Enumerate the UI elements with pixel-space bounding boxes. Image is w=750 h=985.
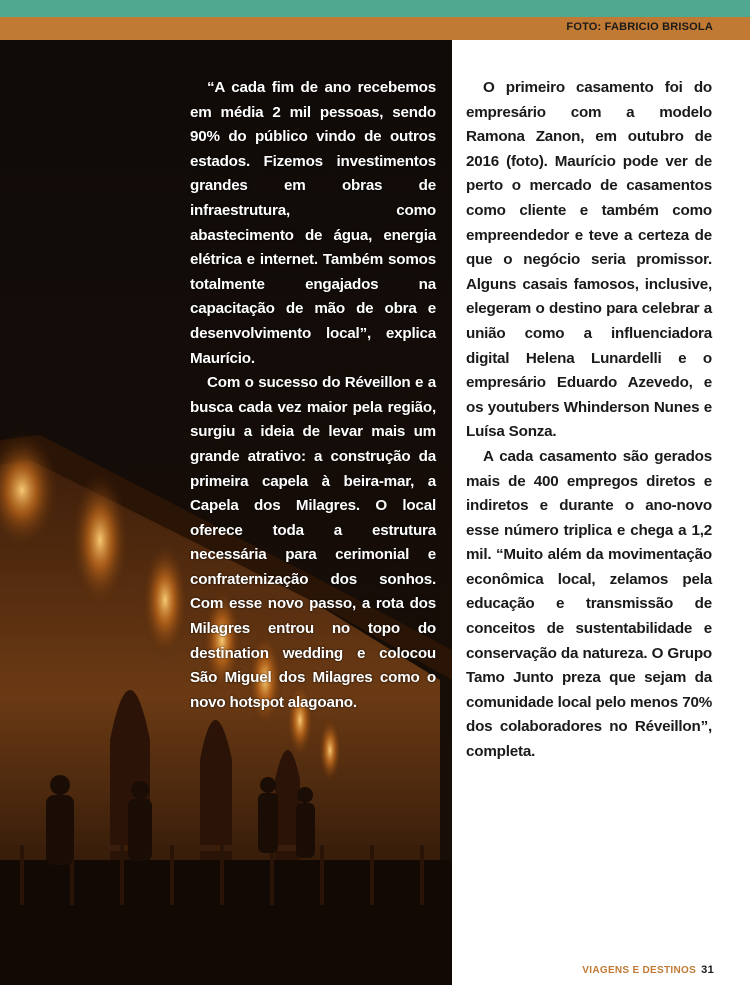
- right-paragraph-2: A cada casamento são gerados mais de 400 empregos diretos e indiretos e durante o ano-novo esse número triplica e chega a 1,2 mil. “Muito além da movimentação econômica local, zelamos pela educação e transmissão de conceitos de sustentabilidade e conservação da natureza. O Grupo Tamo Junto preza que sejam da comunidade local pelo menos 70% dos colaboradores no Réveillon”, completa.: [466, 447, 712, 761]
- footer-section-label: VIAGENS E DESTINOS: [582, 965, 697, 976]
- left-paragraph-1: “A cada fim de ano recebemos em média 2 mil pessoas, sendo 90% do público vindo de outros estados. Fizemos investimentos grandes em obras de infraestrutura, como abastecimento de água, energia elétrica e internet. Também somos totalmente engajados na capacitação de mão de obra e desenvolvimento local”, explica Maurício.: [190, 79, 436, 367]
- article-right-column: [466, 76, 712, 765]
- page-footer: [582, 964, 714, 976]
- article-left-column: [190, 76, 436, 715]
- page-number: 31: [701, 964, 714, 976]
- right-paragraph-1: O primeiro casamento foi do empresário com a modelo Ramona Zanon, em outubro de 2016 (foto). Maurício pode ver de perto o mercado de casamentos como cliente e também como empreendedor e teve a certeza de que o negócio seria promissor. Alguns casais famosos, inclusive, elegeram o destino para celebrar a união como a influenciadora digital Helena Lunardelli e o empresário Eduardo Azevedo, e os youtubers Whinderson Nunes e Luísa Sonza.: [466, 79, 712, 441]
- photo-credit: FOTO: FABRICIO BRISOLA: [566, 21, 713, 33]
- left-paragraph-2: Com o sucesso do Réveillon e a busca cada vez maior pela região, surgiu a ideia de levar mais um grande atrativo: a construção da primeira capela à beira-mar, a Capela dos Milagres. O local oferece toda a estrutura necessária para cerimonial e confraternização dos sonhos. Com esse novo passo, a rota dos Milagres entrou no topo do destination wedding e colocou São Miguel dos Milagres como o novo hotspot alagoano.: [190, 374, 436, 711]
- top-teal-band: [0, 0, 750, 17]
